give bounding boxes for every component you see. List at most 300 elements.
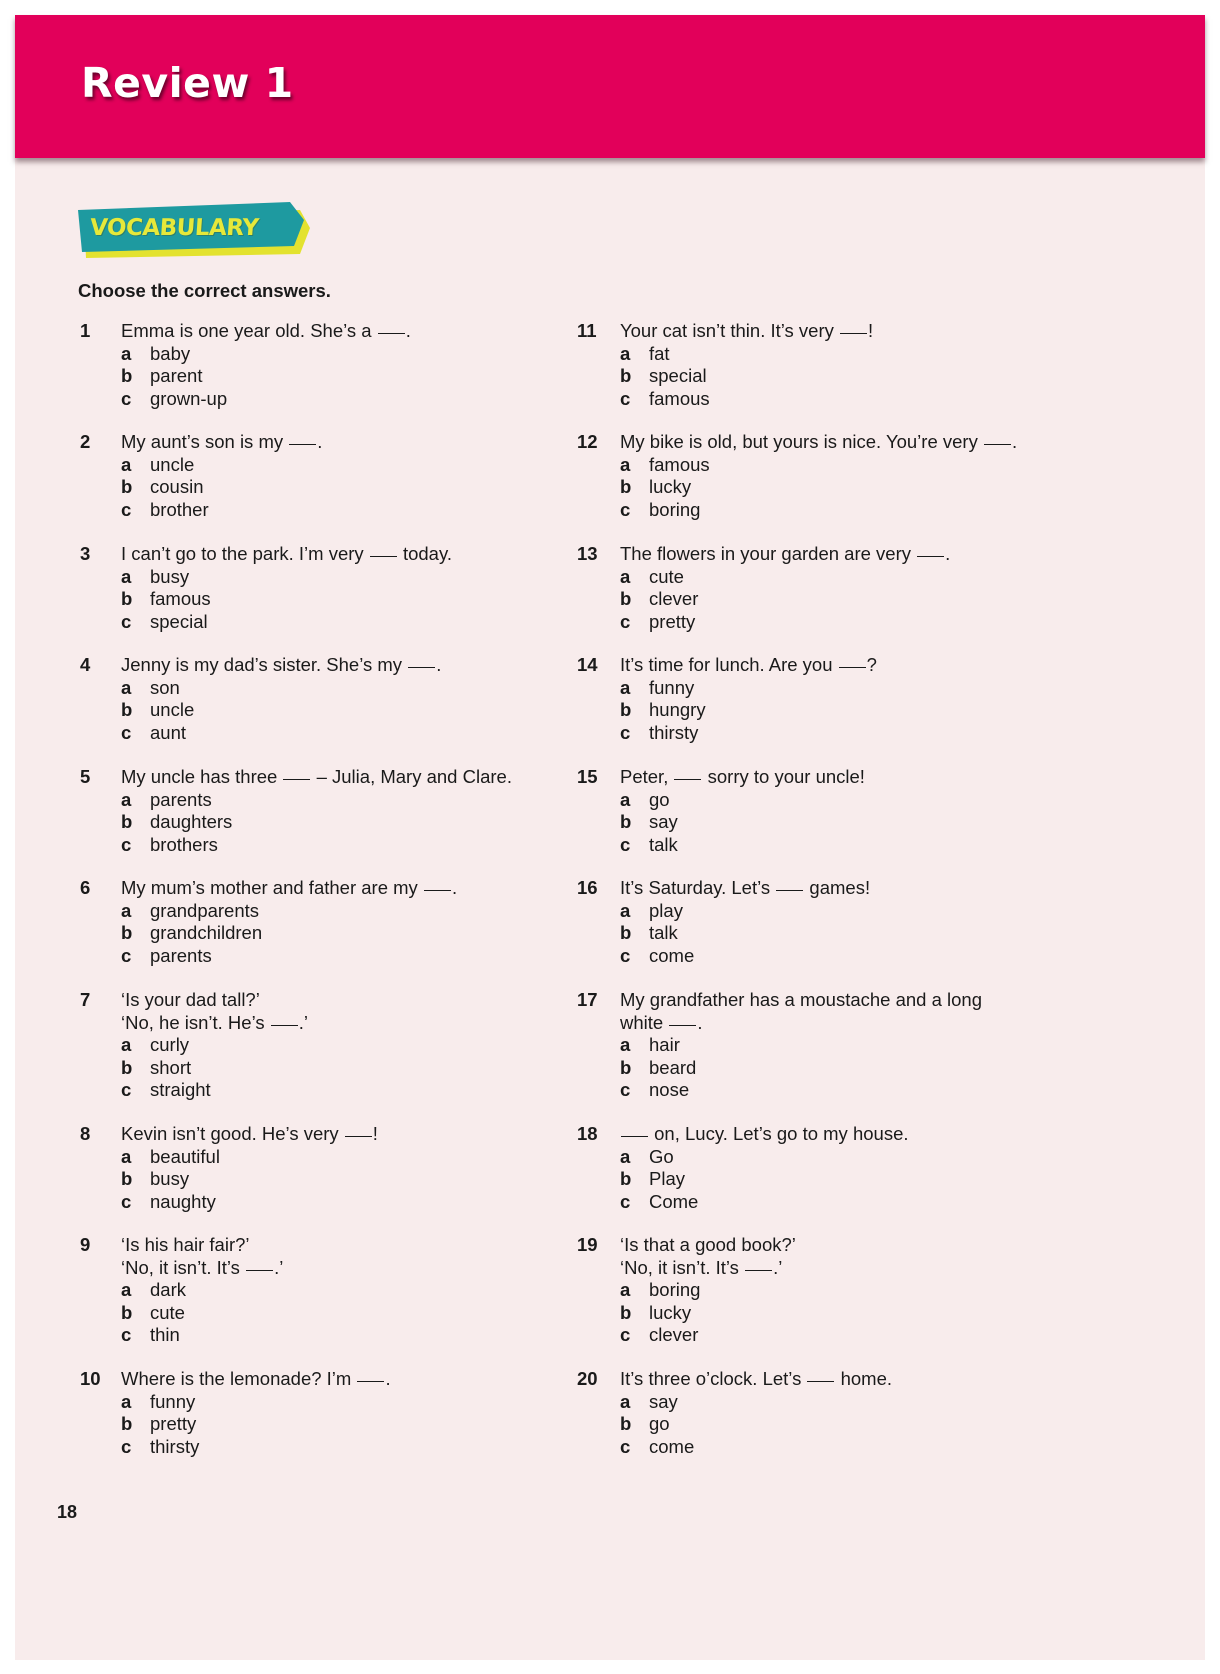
answer-blank[interactable] xyxy=(424,889,451,891)
section-badge xyxy=(78,202,310,260)
option-text: straight xyxy=(150,1079,211,1100)
option-letter: b xyxy=(620,476,632,497)
option-text: boring xyxy=(649,1279,701,1300)
answer-option[interactable] xyxy=(620,611,950,634)
option-text: nose xyxy=(649,1079,690,1100)
answer-blank[interactable] xyxy=(289,443,316,445)
question-text-segment: sorry to your uncle! xyxy=(702,766,865,787)
answer-option[interactable] xyxy=(620,945,870,968)
question-text xyxy=(121,1257,283,1280)
question-text-segment: white xyxy=(620,1011,669,1033)
answer-option[interactable] xyxy=(121,588,452,611)
answer-option[interactable] xyxy=(620,1302,796,1325)
answer-blank[interactable] xyxy=(839,666,866,668)
option-letter: b xyxy=(620,699,632,720)
question-number: 3 xyxy=(80,543,91,564)
option-text: clever xyxy=(649,588,699,609)
question-text-segment: Where is the lemonade? I’m xyxy=(121,1368,357,1389)
answer-option[interactable] xyxy=(620,365,873,388)
section-badge-label: VOCABULARY xyxy=(89,215,260,241)
answer-option[interactable] xyxy=(620,1168,909,1191)
question-body xyxy=(121,320,411,410)
answer-option[interactable] xyxy=(620,454,1017,477)
option-letter: a xyxy=(121,1279,132,1300)
answer-option[interactable] xyxy=(620,1436,892,1459)
question-number: 14 xyxy=(577,654,598,675)
question-body xyxy=(121,1234,283,1347)
question-text xyxy=(121,431,322,454)
option-text: beautiful xyxy=(150,1145,220,1167)
answer-option[interactable] xyxy=(620,1146,909,1169)
option-letter: c xyxy=(620,944,631,966)
question-text-segment: ! xyxy=(372,1123,378,1144)
answer-blank[interactable] xyxy=(345,1135,372,1137)
question-text-segment: ‘Is his hair fair?’ xyxy=(121,1234,250,1255)
option-text: cousin xyxy=(150,476,204,497)
option-text: pretty xyxy=(649,610,696,632)
option-letter: c xyxy=(121,610,132,632)
answer-option[interactable] xyxy=(121,1079,308,1102)
option-letter: c xyxy=(620,1079,631,1100)
answer-option[interactable] xyxy=(620,811,865,834)
question-text-segment: today. xyxy=(397,543,452,564)
question-text-segment: I can’t go to the park. I’m very xyxy=(121,543,369,564)
question-text xyxy=(620,1257,796,1280)
answer-option[interactable] xyxy=(620,699,877,722)
question-number: 20 xyxy=(577,1368,598,1389)
question-body xyxy=(620,989,982,1102)
answer-option[interactable] xyxy=(121,900,457,923)
option-letter: c xyxy=(620,498,631,520)
answer-option[interactable] xyxy=(121,566,452,589)
answer-option[interactable] xyxy=(121,388,411,411)
page-number: 18 xyxy=(57,1502,78,1522)
option-letter: c xyxy=(121,1079,132,1100)
option-letter: c xyxy=(121,944,132,966)
question-number: 2 xyxy=(80,431,91,452)
question-text-segment: ‘No, he isn’t. He’s xyxy=(121,1011,270,1033)
question-text xyxy=(121,877,457,900)
option-text: uncle xyxy=(150,453,195,475)
option-letter: a xyxy=(121,453,132,475)
question-body xyxy=(121,1123,378,1213)
answer-option[interactable] xyxy=(121,811,512,834)
option-text: boring xyxy=(649,498,701,520)
option-text: funny xyxy=(150,1390,196,1412)
answer-blank[interactable] xyxy=(674,778,701,780)
question-text-segment: My bike is old, but yours is nice. You’re very xyxy=(620,431,983,452)
question-text-segment: Emma is one year old. She’s a xyxy=(121,320,377,341)
option-letter: a xyxy=(620,1034,631,1055)
question-text-segment: My mum’s mother and father are my xyxy=(121,877,423,898)
answer-option[interactable] xyxy=(121,1436,391,1459)
answer-option[interactable] xyxy=(121,722,441,745)
answer-blank[interactable] xyxy=(271,1024,298,1026)
option-letter: a xyxy=(620,676,631,698)
answer-option[interactable] xyxy=(121,1146,378,1169)
question-number: 13 xyxy=(577,543,598,564)
option-text: famous xyxy=(649,453,710,475)
option-letter: a xyxy=(620,1279,631,1300)
option-text: lucky xyxy=(649,1301,692,1323)
question-text xyxy=(620,1012,982,1035)
question-text-segment: . xyxy=(436,654,442,675)
question-text-segment: . xyxy=(945,543,951,564)
option-letter: c xyxy=(620,1324,631,1345)
option-letter: c xyxy=(620,721,631,743)
question-body xyxy=(620,1234,796,1347)
answer-option[interactable] xyxy=(620,789,865,812)
option-letter: b xyxy=(121,588,133,609)
option-text: uncle xyxy=(150,699,195,720)
option-letter: c xyxy=(620,1190,631,1212)
question-text-segment: The flowers in your garden are very xyxy=(620,543,917,564)
option-letter: b xyxy=(121,1168,133,1189)
answer-option[interactable] xyxy=(121,1168,378,1191)
question-text xyxy=(121,1012,308,1035)
question-text-segment: .’ xyxy=(773,1256,783,1278)
question-body xyxy=(121,543,452,633)
answer-option[interactable] xyxy=(121,699,441,722)
question-text xyxy=(121,320,411,343)
question-body xyxy=(121,989,308,1102)
header-banner xyxy=(15,15,1205,158)
option-text: famous xyxy=(649,387,710,409)
question-number: 8 xyxy=(80,1123,91,1144)
option-letter: a xyxy=(121,342,132,364)
answer-blank[interactable] xyxy=(776,889,803,891)
answer-option[interactable] xyxy=(620,1391,892,1414)
option-text: grown-up xyxy=(150,387,228,409)
option-text: talk xyxy=(649,922,678,943)
answer-option[interactable] xyxy=(121,1391,391,1414)
option-letter: a xyxy=(121,1145,132,1167)
answer-option[interactable] xyxy=(620,588,950,611)
option-letter: b xyxy=(620,1413,632,1434)
question-text xyxy=(620,654,877,677)
option-letter: b xyxy=(620,588,632,609)
option-text: thirsty xyxy=(150,1435,200,1457)
option-text: cute xyxy=(150,1301,185,1323)
option-text: Play xyxy=(649,1168,685,1189)
option-letter: b xyxy=(121,1301,133,1323)
answer-option[interactable] xyxy=(121,1279,283,1302)
question-text-segment: ‘No, it isn’t. It’s xyxy=(121,1256,246,1278)
page-title: Review 1 xyxy=(81,59,294,107)
question-text-segment: .’ xyxy=(274,1256,284,1278)
option-letter: b xyxy=(121,922,133,943)
answer-option[interactable] xyxy=(620,476,1017,499)
option-text: play xyxy=(649,899,683,921)
option-text: brother xyxy=(150,498,209,520)
answer-option[interactable] xyxy=(620,1279,796,1302)
option-text: Come xyxy=(649,1190,699,1212)
option-letter: b xyxy=(121,365,133,386)
answer-option[interactable] xyxy=(620,1034,982,1057)
question-text-segment: My grandfather has a moustache and a long xyxy=(620,989,983,1010)
option-text: grandparents xyxy=(150,899,260,921)
answer-blank[interactable] xyxy=(621,1135,648,1137)
answer-option[interactable] xyxy=(121,454,322,477)
question-text-segment: ! xyxy=(868,320,874,341)
answer-option[interactable] xyxy=(620,722,877,745)
answer-option[interactable] xyxy=(121,499,322,522)
question-text-segment: ‘No, it isn’t. It’s xyxy=(620,1256,745,1278)
option-text: come xyxy=(649,944,695,966)
option-letter: c xyxy=(620,833,631,855)
answer-option[interactable] xyxy=(620,388,873,411)
option-text: son xyxy=(150,676,180,698)
option-letter: b xyxy=(620,1168,632,1189)
option-text: special xyxy=(150,610,208,632)
answer-option[interactable] xyxy=(121,1191,378,1214)
option-letter: b xyxy=(121,811,133,832)
answer-option[interactable] xyxy=(620,922,870,945)
answer-blank[interactable] xyxy=(408,666,435,668)
option-text: dark xyxy=(150,1279,186,1300)
question-body xyxy=(620,654,877,744)
answer-option[interactable] xyxy=(620,1324,796,1347)
option-letter: b xyxy=(121,476,133,497)
answer-blank[interactable] xyxy=(807,1380,834,1382)
question-text xyxy=(620,1123,909,1146)
answer-option[interactable] xyxy=(121,365,411,388)
option-letter: a xyxy=(620,1390,631,1412)
option-text: clever xyxy=(649,1324,699,1345)
question-number: 16 xyxy=(577,877,598,898)
option-text: famous xyxy=(150,588,211,609)
question-text xyxy=(620,431,1017,454)
option-text: busy xyxy=(150,1168,190,1189)
question-text-segment: . xyxy=(451,877,458,898)
question-text xyxy=(620,1368,892,1391)
answer-option[interactable] xyxy=(620,1057,982,1080)
option-text: Go xyxy=(649,1145,674,1167)
option-letter: c xyxy=(620,387,631,409)
option-letter: b xyxy=(620,365,632,386)
option-text: parent xyxy=(150,365,203,386)
option-letter: c xyxy=(121,1435,132,1457)
option-letter: a xyxy=(620,899,631,921)
option-text: thirsty xyxy=(649,721,699,743)
option-letter: c xyxy=(121,1190,132,1212)
question-text-segment: . xyxy=(385,1368,391,1389)
answer-option[interactable] xyxy=(620,834,865,857)
answer-option[interactable] xyxy=(620,1191,909,1214)
answer-option[interactable] xyxy=(121,1302,283,1325)
option-text: say xyxy=(649,811,678,832)
answer-option[interactable] xyxy=(620,1079,982,1102)
workbook-page xyxy=(15,15,1205,1660)
question-text-segment: games! xyxy=(804,877,871,898)
question-body xyxy=(620,766,865,856)
option-text: pretty xyxy=(150,1413,197,1434)
option-text: brothers xyxy=(150,833,218,855)
answer-option[interactable] xyxy=(121,476,322,499)
option-letter: a xyxy=(620,788,631,810)
answer-blank[interactable] xyxy=(370,555,397,557)
answer-blank[interactable] xyxy=(917,555,944,557)
answer-option[interactable] xyxy=(121,922,457,945)
question-text-segment: It’s Saturday. Let’s xyxy=(620,877,776,898)
question-text-segment: . xyxy=(1011,431,1018,452)
option-text: daughters xyxy=(150,811,233,832)
answer-option[interactable] xyxy=(620,1413,892,1436)
answer-option[interactable] xyxy=(121,789,512,812)
question-body xyxy=(620,1368,892,1458)
question-text-segment: My aunt’s son is my xyxy=(121,431,289,452)
option-letter: b xyxy=(620,811,632,832)
question-text-segment: ‘Is your dad tall?’ xyxy=(121,989,260,1010)
question-number: 11 xyxy=(577,320,597,341)
answer-blank[interactable] xyxy=(745,1269,772,1271)
answer-option[interactable] xyxy=(121,343,411,366)
option-letter: a xyxy=(121,1034,132,1055)
question-number: 1 xyxy=(80,320,91,341)
option-text: beard xyxy=(649,1056,697,1078)
exercise-instruction: Choose the correct answers. xyxy=(78,280,331,301)
question-text-segment: ? xyxy=(866,654,877,675)
question-body xyxy=(620,431,1017,521)
answer-option[interactable] xyxy=(620,566,950,589)
question-number: 12 xyxy=(577,431,598,452)
question-text-segment: . xyxy=(317,431,323,452)
option-text: grandchildren xyxy=(150,922,263,943)
option-text: naughty xyxy=(150,1190,216,1212)
answer-blank[interactable] xyxy=(283,778,310,780)
answer-option[interactable] xyxy=(121,611,452,634)
question-text-segment: home. xyxy=(835,1368,893,1389)
question-text xyxy=(121,543,452,566)
option-letter: a xyxy=(620,453,631,475)
answer-option[interactable] xyxy=(121,1034,308,1057)
option-letter: c xyxy=(121,721,132,743)
option-letter: c xyxy=(121,387,132,409)
option-letter: c xyxy=(121,833,132,855)
option-letter: b xyxy=(620,1056,632,1078)
answer-option[interactable] xyxy=(620,343,873,366)
question-text-segment: It’s three o’clock. Let’s xyxy=(620,1368,807,1389)
question-text xyxy=(121,989,308,1012)
question-body xyxy=(121,766,512,856)
option-text: go xyxy=(649,1413,670,1434)
option-letter: a xyxy=(620,342,631,364)
question-number: 7 xyxy=(80,989,91,1010)
answer-option[interactable] xyxy=(620,677,877,700)
answer-blank[interactable] xyxy=(246,1269,273,1271)
question-text-segment: It’s time for lunch. Are you xyxy=(620,654,838,675)
answer-option[interactable] xyxy=(620,499,1017,522)
question-number: 17 xyxy=(577,989,598,1010)
answer-blank[interactable] xyxy=(840,332,867,334)
question-number: 6 xyxy=(80,877,91,898)
question-text xyxy=(620,766,865,789)
option-letter: c xyxy=(620,610,631,632)
question-text xyxy=(620,877,870,900)
question-body xyxy=(121,1368,391,1458)
answer-blank[interactable] xyxy=(669,1024,696,1026)
question-body xyxy=(121,431,322,521)
option-letter: c xyxy=(121,1324,132,1345)
option-letter: a xyxy=(620,1145,631,1167)
question-text xyxy=(121,1368,391,1391)
option-letter: a xyxy=(121,676,132,698)
question-number: 15 xyxy=(577,766,598,787)
option-text: say xyxy=(649,1390,678,1412)
option-letter: b xyxy=(121,1056,133,1078)
question-number: 19 xyxy=(577,1234,598,1255)
question-text-segment: – Julia, Mary and Clare. xyxy=(311,766,512,787)
question-text-segment: Kevin isn’t good. He’s very xyxy=(121,1123,344,1144)
question-text-segment: Peter, xyxy=(620,766,674,787)
option-text: go xyxy=(649,788,670,810)
option-letter: b xyxy=(620,922,632,943)
question-text-segment: on, Lucy. Let’s go to my house. xyxy=(649,1123,909,1144)
question-number: 18 xyxy=(577,1123,598,1144)
question-text-segment: ‘Is that a good book?’ xyxy=(620,1234,796,1255)
option-text: fat xyxy=(649,342,670,364)
option-letter: a xyxy=(121,788,132,810)
question-body xyxy=(620,543,950,633)
option-text: curly xyxy=(150,1034,190,1055)
answer-option[interactable] xyxy=(121,1057,308,1080)
answer-option[interactable] xyxy=(620,900,870,923)
option-letter: a xyxy=(121,565,132,587)
question-text-segment: .’ xyxy=(298,1011,308,1033)
option-text: busy xyxy=(150,565,190,587)
question-text xyxy=(620,1234,796,1257)
question-number: 10 xyxy=(80,1368,101,1389)
question-text-segment: Jenny is my dad’s sister. She’s my xyxy=(121,654,408,675)
answer-option[interactable] xyxy=(121,1413,391,1436)
answer-blank[interactable] xyxy=(357,1380,384,1382)
question-number: 9 xyxy=(80,1234,91,1255)
answer-option[interactable] xyxy=(121,945,457,968)
option-text: aunt xyxy=(150,721,187,743)
option-text: cute xyxy=(649,565,684,587)
question-text-segment: My uncle has three xyxy=(121,766,283,787)
question-text xyxy=(121,1123,378,1146)
question-body xyxy=(620,877,870,967)
answer-option[interactable] xyxy=(121,834,512,857)
question-body xyxy=(620,1123,909,1213)
answer-option[interactable] xyxy=(121,1324,283,1347)
option-letter: b xyxy=(620,1301,632,1323)
question-number: 5 xyxy=(80,766,91,787)
option-letter: a xyxy=(620,565,631,587)
question-text xyxy=(620,320,873,343)
question-text-segment: . xyxy=(405,320,411,341)
question-number: 4 xyxy=(80,654,91,675)
option-text: hair xyxy=(649,1034,680,1055)
answer-blank[interactable] xyxy=(378,332,405,334)
answer-option[interactable] xyxy=(121,677,441,700)
option-text: funny xyxy=(649,676,695,698)
option-letter: a xyxy=(121,899,132,921)
question-body xyxy=(620,320,873,410)
option-letter: c xyxy=(620,1435,631,1457)
question-body xyxy=(121,654,441,744)
question-text xyxy=(620,543,950,566)
option-text: thin xyxy=(150,1324,180,1345)
option-letter: b xyxy=(121,699,133,720)
question-text-segment: . xyxy=(697,1011,703,1033)
option-text: baby xyxy=(150,342,191,364)
option-text: short xyxy=(150,1056,192,1078)
option-letter: b xyxy=(121,1413,133,1434)
question-text xyxy=(121,1234,283,1257)
answer-blank[interactable] xyxy=(984,443,1011,445)
